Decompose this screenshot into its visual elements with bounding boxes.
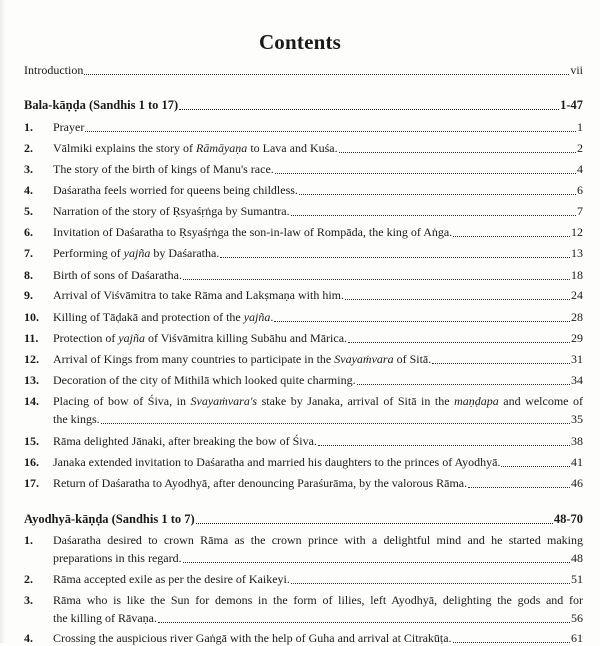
page-number: 6 — [577, 183, 583, 197]
entry-number: 12. — [24, 352, 39, 366]
entry-body — [53, 373, 583, 388]
entry-body — [53, 331, 583, 346]
page-number: 29 — [571, 331, 583, 345]
dot-leader — [339, 152, 576, 153]
toc-entry[interactable] — [24, 225, 583, 240]
entry-number: 3. — [24, 593, 33, 607]
entry-title-line: Rāma who is like the Sun for demons in the form of lilies, left Ayodhyā, delighting the gods and for — [53, 593, 583, 607]
dot-leader — [357, 384, 570, 385]
page-number: 46 — [571, 476, 583, 490]
page-number: vii — [570, 63, 583, 77]
page-number: 31 — [571, 352, 583, 366]
entry-title-line: Placing of bow of Śiva, in Svayaṁvara's stake by Janaka, arrival of Sitā in the maṇḍapa and welcome of — [53, 394, 584, 408]
entry-body — [53, 183, 583, 198]
entry-title: Daśaratha feels worried for queens being childless. — [53, 183, 298, 197]
toc-line — [53, 183, 583, 198]
toc-entry[interactable] — [24, 631, 583, 646]
toc-line — [53, 352, 583, 367]
page-number: 48 — [571, 551, 583, 565]
entry-title: Arrival of Viśvāmitra to take Rāma and Lakṣmaṇa with him. — [53, 288, 344, 302]
entry-title: the killing of Rāvaṇa. — [53, 611, 157, 625]
toc-entry[interactable] — [24, 394, 583, 427]
entry-body — [53, 120, 583, 135]
toc-line — [53, 141, 583, 156]
page-number: 61 — [571, 631, 583, 645]
page-number: 13 — [571, 246, 583, 260]
dot-leader — [85, 131, 576, 132]
toc-entry[interactable] — [24, 288, 583, 303]
dot-leader — [432, 363, 570, 364]
entry-title: Decoration of the city of Mithilā which looked quite charming. — [53, 373, 356, 387]
page-number: 41 — [571, 455, 583, 469]
entry-number: 6. — [24, 225, 33, 239]
toc-entry[interactable] — [24, 593, 583, 626]
toc-line — [53, 331, 583, 346]
dot-leader — [183, 279, 570, 280]
toc-line — [53, 288, 583, 303]
toc-entry[interactable] — [24, 533, 583, 566]
toc-line — [53, 310, 583, 325]
dot-leader — [183, 562, 570, 563]
page-number: 51 — [571, 572, 583, 586]
entry-body — [53, 476, 583, 491]
toc-entry[interactable] — [24, 120, 583, 135]
entry-number: 10. — [24, 310, 39, 324]
entry-title: Janaka extended invitation to Daśaratha and married his daughters to the princes of Ayodhyā. — [53, 455, 501, 469]
toc-entry[interactable] — [24, 183, 583, 198]
toc-entry[interactable] — [24, 162, 583, 177]
entry-number: 17. — [24, 476, 39, 490]
dot-leader — [291, 215, 576, 216]
dot-leader — [158, 622, 570, 623]
entry-title: Ayodhyā-kāṇḍa (Sandhis 1 to 7) — [24, 512, 195, 526]
page-number: 1 — [577, 120, 583, 134]
entry-body — [53, 434, 583, 449]
entry-title: preparations in this regard. — [53, 551, 182, 565]
page-title: Contents — [258, 30, 342, 54]
toc-line — [53, 268, 583, 283]
toc-entry[interactable] — [24, 476, 583, 491]
dot-leader — [291, 583, 570, 584]
entry-number: 14. — [24, 394, 39, 408]
toc-line — [53, 455, 583, 470]
entry-title: Return of Daśaratha to Ayodhyā, after denouncing Paraśurāma, by the valorous Rāma. — [53, 476, 468, 490]
section-body — [24, 512, 583, 527]
dot-leader — [468, 487, 570, 488]
entry-body — [53, 533, 583, 566]
toc-entry[interactable] — [24, 310, 583, 325]
dot-leader — [220, 257, 570, 258]
toc-introduction[interactable] — [24, 63, 583, 78]
section-body — [24, 98, 583, 113]
toc-entry[interactable] — [24, 331, 583, 346]
toc-line — [53, 412, 583, 427]
dot-leader — [501, 466, 570, 467]
entry-body — [53, 288, 583, 303]
entry-number: 4. — [24, 631, 33, 645]
entry-number: 7. — [24, 246, 33, 260]
entry-body — [53, 204, 583, 219]
toc-line — [24, 63, 583, 78]
page-number: 34 — [571, 373, 583, 387]
entry-title: Introduction — [24, 63, 84, 77]
entry-number: 11. — [24, 331, 39, 345]
page-edge-shadow — [0, 0, 6, 643]
toc-entry[interactable] — [24, 246, 583, 261]
entry-title: Narration of the story of Ṛsyaśṛṅga by Sumantra. — [53, 204, 290, 218]
entry-title: Prayer — [53, 120, 85, 134]
entry-body — [53, 310, 583, 325]
page-number: 28 — [571, 310, 583, 324]
toc-entry[interactable] — [24, 204, 583, 219]
toc-line — [53, 162, 583, 177]
dot-leader — [453, 236, 570, 237]
entry-title: Invitation of Daśaratha to Ṛsyaśṛṅga the son-in-law of Rompāda, the king of Aṅga. — [53, 225, 453, 239]
page-number: 2 — [577, 141, 583, 155]
entry-number: 13. — [24, 373, 39, 387]
dot-leader — [179, 109, 559, 110]
toc-entry[interactable] — [24, 455, 583, 470]
entry-title-line: Daśaratha desired to crown Rāma as the crown prince with a delightful mind and he started making — [53, 533, 583, 547]
toc-line — [53, 120, 583, 135]
entry-title: Crossing the auspicious river Gaṅgā with the help of Guha and arrival at Citrakūṭa. — [53, 631, 452, 645]
toc-line — [53, 246, 583, 261]
entry-title: Protection of yajña of Viśvāmitra killing Subāhu and Mārica. — [53, 331, 348, 345]
entry-body — [53, 455, 583, 470]
page-number: 7 — [577, 204, 583, 218]
page-number: 12 — [571, 225, 583, 239]
entry-body — [53, 572, 583, 587]
page-number: 4 — [577, 162, 583, 176]
entry-number: 9. — [24, 288, 33, 302]
toc-line — [53, 434, 583, 449]
entry-number: 16. — [24, 455, 39, 469]
entry-number: 1. — [24, 120, 33, 134]
entry-body — [53, 162, 583, 177]
entry-title: Performing of yajña by Daśaratha. — [53, 246, 220, 260]
entry-body — [53, 246, 583, 261]
entry-body — [53, 225, 583, 240]
entry-title: Arrival of Kings from many countries to participate in the Svayaṁvara of Sitā. — [53, 352, 432, 366]
toc-entry[interactable] — [24, 352, 583, 367]
page-number: 24 — [571, 288, 583, 302]
entry-title: Bala-kāṇḍa (Sandhis 1 to 17) — [24, 98, 179, 112]
dot-leader — [318, 445, 570, 446]
toc-line — [53, 204, 583, 219]
toc-entry[interactable] — [24, 373, 583, 388]
entry-title: The story of the birth of kings of Manu's race. — [53, 162, 274, 176]
toc-line — [53, 572, 583, 587]
entry-number: 2. — [24, 141, 33, 155]
page-number: 38 — [571, 434, 583, 448]
entry-title: Vālmiki explains the story of Rāmāyaṇa to Lava and Kuśa. — [53, 141, 338, 155]
dot-leader — [348, 342, 570, 343]
toc-line — [53, 476, 583, 491]
page-number: 56 — [571, 611, 583, 625]
entry-body — [24, 63, 583, 78]
page-number: 18 — [571, 268, 583, 282]
dot-leader — [275, 173, 576, 174]
dot-leader — [345, 299, 570, 300]
entry-body — [53, 352, 583, 367]
entry-body — [53, 394, 583, 427]
entry-title: Killing of Tāḍakā and protection of the yajña. — [53, 310, 274, 324]
toc-line — [53, 631, 583, 646]
entry-body — [53, 631, 583, 646]
entry-body — [53, 593, 583, 626]
entry-title: Birth of sons of Daśaratha. — [53, 268, 182, 282]
toc-entry[interactable] — [24, 434, 583, 449]
entry-number: 1. — [24, 533, 33, 547]
section-heading[interactable] — [24, 512, 583, 527]
section-heading[interactable] — [24, 98, 583, 113]
toc-line — [24, 98, 583, 113]
dot-leader — [84, 74, 569, 75]
entry-number: 3. — [24, 162, 33, 176]
dot-leader — [196, 523, 553, 524]
toc-line — [53, 225, 583, 240]
dot-leader — [299, 194, 576, 195]
toc-entry[interactable] — [24, 268, 583, 283]
entry-title: Rāma accepted exile as per the desire of Kaikeyi. — [53, 572, 290, 586]
toc-entry[interactable] — [24, 141, 583, 156]
page-number: 48-70 — [553, 512, 583, 526]
entry-number: 2. — [24, 572, 33, 586]
toc-line — [24, 512, 583, 527]
toc-line — [53, 551, 583, 566]
entry-number: 15. — [24, 434, 39, 448]
page-number: 1-47 — [560, 98, 583, 112]
entry-body — [53, 268, 583, 283]
entry-number: 4. — [24, 183, 33, 197]
entry-body — [53, 141, 583, 156]
page-number: 35 — [571, 412, 583, 426]
dot-leader — [101, 423, 570, 424]
toc-line — [53, 373, 583, 388]
toc-entry[interactable] — [24, 572, 583, 587]
toc-line — [53, 611, 583, 626]
entry-number: 5. — [24, 204, 33, 218]
entry-title: Rāma delighted Jānaki, after breaking the bow of Śiva. — [53, 434, 317, 448]
dot-leader — [274, 321, 570, 322]
entry-number: 8. — [24, 268, 33, 282]
entry-title: the kings. — [53, 412, 100, 426]
